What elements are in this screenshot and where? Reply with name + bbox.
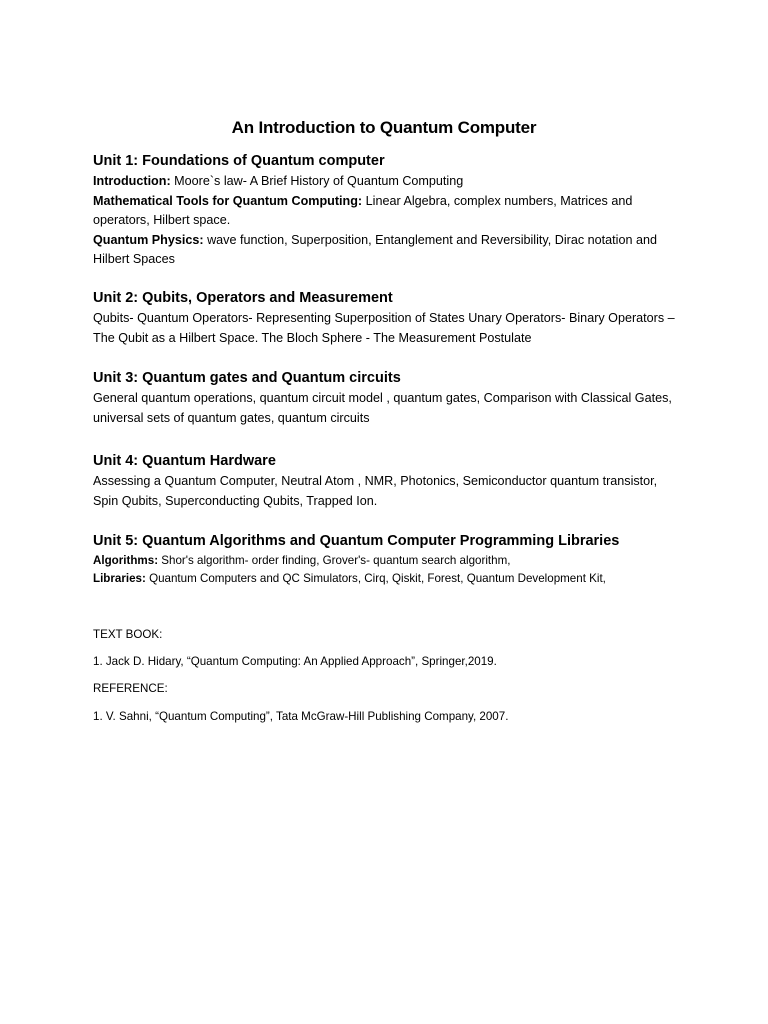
- algorithms-label: Algorithms:: [93, 554, 159, 567]
- unit-3-section: [93, 368, 678, 428]
- unit-2-heading: Unit 2: Qubits, Operators and Measurement: [93, 290, 393, 306]
- introduction-label: Introduction:: [93, 174, 171, 188]
- unit-5-heading: Unit 5: Quantum Algorithms and Quantum Computer Programming Libraries: [93, 533, 620, 549]
- unit-1-heading: Unit 1: Foundations of Quantum computer: [93, 153, 385, 169]
- math-tools-label: Mathematical Tools for Quantum Computing:: [93, 193, 363, 208]
- unit-2-section: [93, 288, 678, 348]
- unit-5-algorithms: [93, 552, 678, 570]
- unit-4-text: Assessing a Quantum Computer, Neutral Atom , NMR, Photonics, Semiconductor quantum transistor, Spin Qubits, Superconducting Qubits, Trapped Ion.: [93, 474, 658, 508]
- textbook-heading: TEXT BOOK:: [93, 628, 163, 641]
- unit-1-introduction: [93, 172, 678, 192]
- unit-3-heading: Unit 3: Quantum gates and Quantum circuits: [93, 370, 401, 386]
- document-title: An Introduction to Quantum Computer: [231, 118, 537, 137]
- libraries-text: Quantum Computers and QC Simulators, Cirq, Qiskit, Forest, Quantum Development Kit,: [145, 572, 606, 585]
- textbook-item: 1. Jack D. Hidary, “Quantum Computing: An Applied Approach”, Springer,2019.: [93, 655, 497, 668]
- unit-5-section: [93, 531, 678, 588]
- introduction-text: Moore`s law- A Brief History of Quantum Computing: [170, 174, 464, 188]
- unit-4-section: [93, 451, 678, 511]
- reference-heading: REFERENCE:: [93, 682, 168, 695]
- quantum-physics-label: Quantum Physics:: [93, 232, 204, 247]
- quantum-physics-text: wave function, Superposition, Entanglement and Reversibility, Dirac notation and Hilbert Spaces: [93, 232, 657, 266]
- unit-1-quantum-physics: [93, 231, 678, 270]
- unit-2-text: Qubits- Quantum Operators- Representing Superposition of States Unary Operators- Binary Operators – The Qubit as a Hilbert Space. The Bloch Sphere - The Measurement Postulate: [93, 311, 675, 345]
- unit-4-heading: Unit 4: Quantum Hardware: [93, 453, 276, 469]
- unit-5-libraries: [93, 570, 678, 588]
- unit-1-math-tools: [93, 192, 678, 231]
- unit-3-text: General quantum operations, quantum circuit model , quantum gates, Comparison with Classical Gates, universal sets of quantum gates, quantum circuits: [93, 391, 672, 425]
- unit-1-section: [93, 151, 678, 270]
- libraries-label: Libraries:: [93, 572, 146, 585]
- math-tools-text: Linear Algebra, complex numbers, Matrices and operators, Hilbert space.: [93, 193, 633, 227]
- reference-item: 1. V. Sahni, “Quantum Computing”, Tata McGraw-Hill Publishing Company, 2007.: [93, 710, 509, 723]
- algorithms-text: Shor's algorithm- order finding, Grover's- quantum search algorithm,: [158, 554, 511, 567]
